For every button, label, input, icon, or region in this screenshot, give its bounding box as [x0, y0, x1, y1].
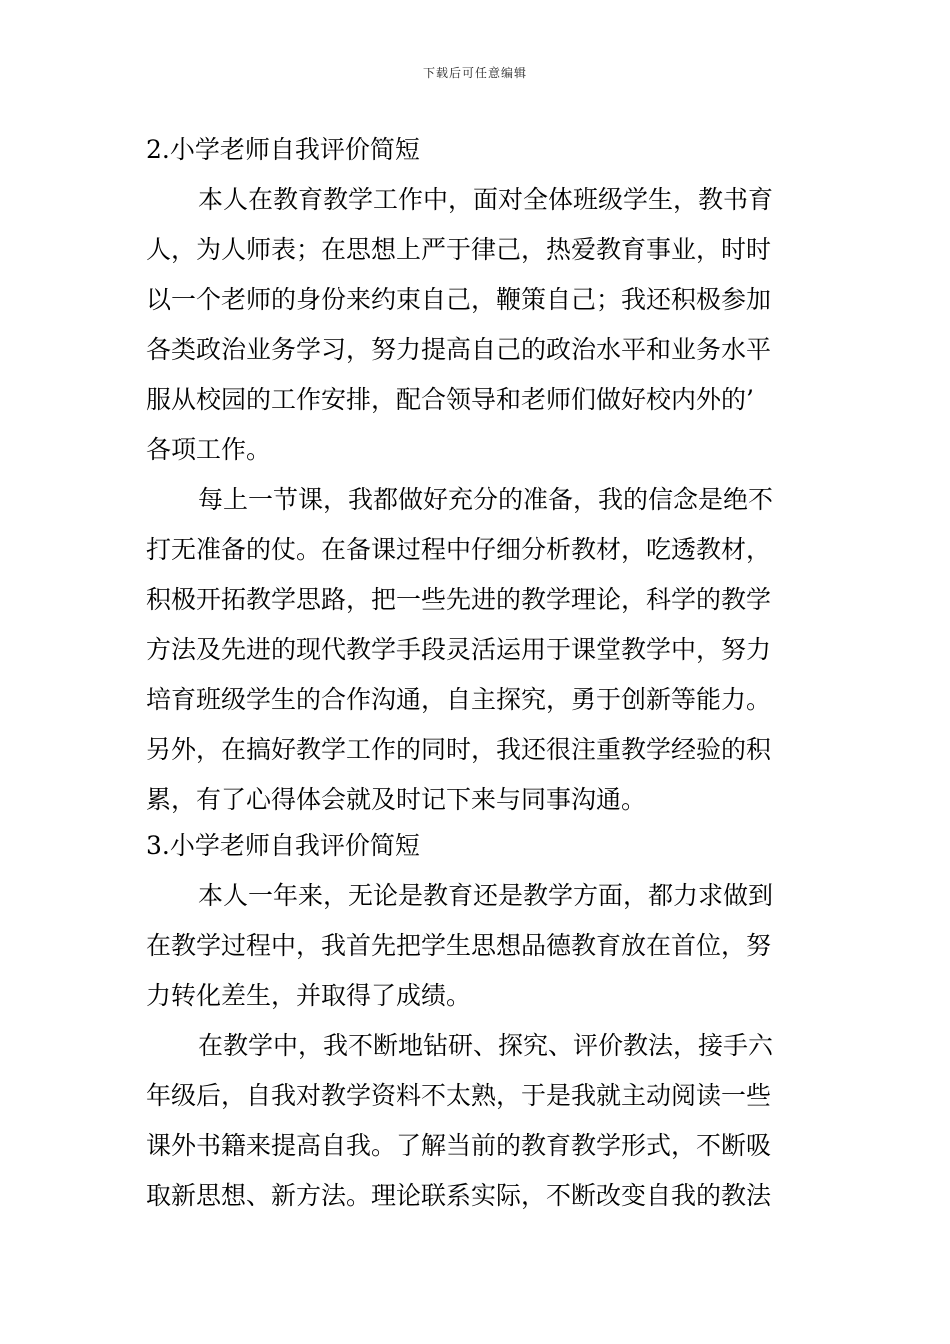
paragraph-line: 每上一节课，我都做好充分的准备，我的信念是绝不 [198, 485, 774, 514]
paragraph-line: 培育班级学生的合作沟通，自主探究，勇于创新等能力。 [146, 685, 772, 714]
paragraph-line: 在教学过程中，我首先把学生思想品德教育放在首位，努 [146, 931, 772, 960]
paragraph-line: 以一个老师的身份来约束自己，鞭策自己；我还积极参加 [146, 285, 772, 314]
paragraph-line: 力转化差生，并取得了成绩。 [146, 981, 472, 1010]
paragraph-line: 取新思想、新方法。理论联系实际，不断改变自我的教法 [146, 1181, 772, 1210]
section-heading: 2.小学老师自我评价简短 [146, 135, 420, 164]
paragraph-line: 本人在教育教学工作中，面对全体班级学生，教书育 [198, 185, 774, 214]
paragraph-line: 方法及先进的现代教学手段灵活运用于课堂教学中，努力 [146, 635, 772, 664]
paragraph-line: 另外，在搞好教学工作的同时，我还很注重教学经验的积 [146, 735, 772, 764]
section-heading: 3.小学老师自我评价简短 [146, 831, 420, 860]
paragraph-line: 在教学中，我不断地钻研、探究、评价教法，接手六 [198, 1031, 774, 1060]
paragraph-line: 积极开拓教学思路，把一些先进的教学理论，科学的教学 [146, 585, 772, 614]
page-header-note: 下载后可任意编辑 [422, 66, 527, 80]
paragraph-line: 课外书籍来提高自我。了解当前的教育教学形式，不断吸 [146, 1131, 772, 1160]
paragraph-line: 人，为人师表；在思想上严于律己，热爱教育事业，时时 [146, 235, 772, 264]
paragraph-line: 累，有了心得体会就及时记下来与同事沟通。 [146, 785, 647, 814]
paragraph-line: 各项工作。 [146, 435, 272, 464]
paragraph-line: 打无准备的仗。在备课过程中仔细分析教材，吃透教材， [146, 535, 772, 564]
paragraph-line: 各类政治业务学习，努力提高自己的政治水平和业务水平 [146, 335, 772, 364]
paragraph-line: 本人一年来，无论是教育还是教学方面，都力求做到 [198, 881, 774, 910]
paragraph-line: 服从校园的工作安排，配合领导和老师们做好校内外的’ [146, 385, 754, 414]
paragraph-line: 年级后，自我对教学资料不太熟，于是我就主动阅读一些 [146, 1081, 772, 1110]
